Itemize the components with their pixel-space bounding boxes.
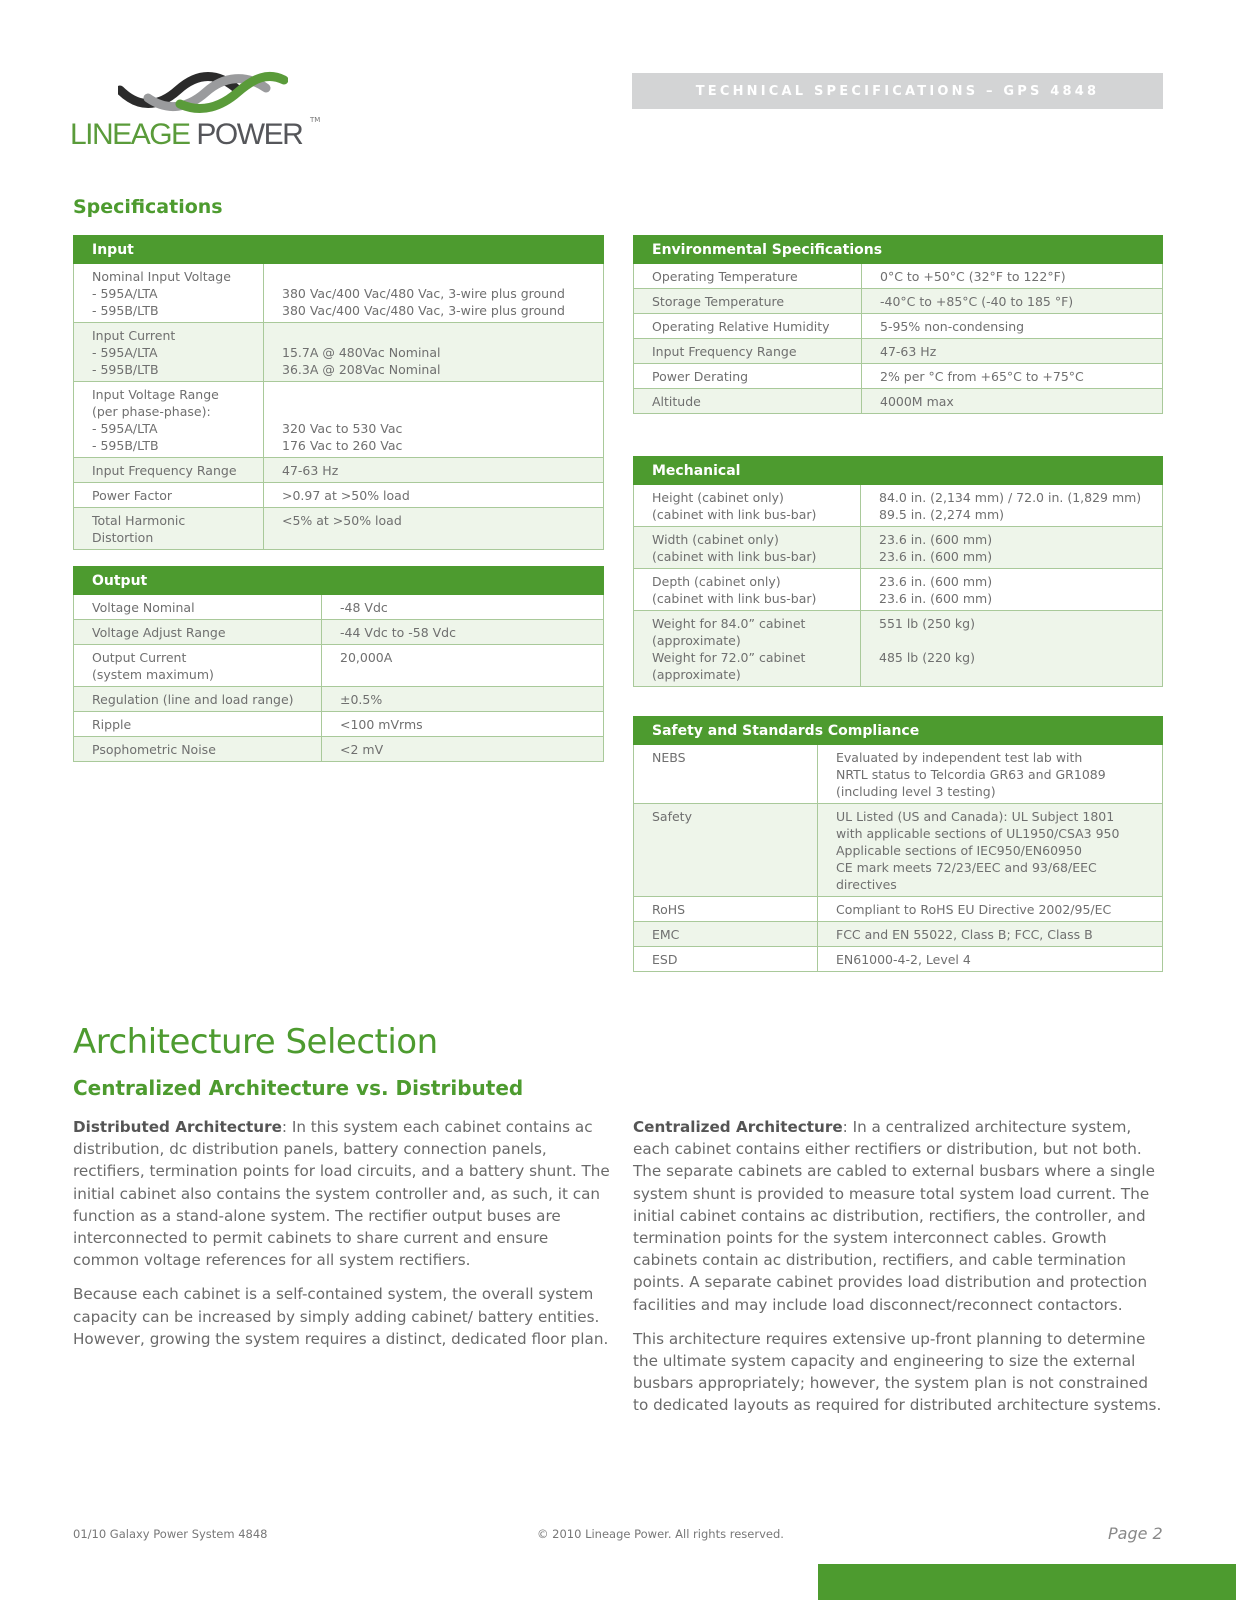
spec-label-cell: Input Frequency Range xyxy=(74,458,264,483)
spec-value-cell: Compliant to RoHS EU Directive 2002/95/EC xyxy=(818,897,1163,922)
spec-label-cell: Safety xyxy=(634,804,818,897)
lead-term: Centralized Architecture xyxy=(633,1118,843,1136)
spec-label-cell: Psophometric Noise xyxy=(74,737,322,762)
table-row xyxy=(634,745,1163,804)
spec-label-cell: Operating Temperature xyxy=(634,264,862,289)
spec-value-cell: >0.97 at >50% load xyxy=(264,483,604,508)
footer-doc-info: 01/10 Galaxy Power System 4848 xyxy=(73,1527,268,1541)
spec-label-cell: Input Voltage Range (per phase-phase): - 595A/LTA - 595B/LTB xyxy=(74,382,264,458)
logo-wave-icon xyxy=(118,68,288,116)
spec-value-cell: 84.0 in. (2,134 mm) / 72.0 in. (1,829 mm) 89.5 in. (2,274 mm) xyxy=(861,485,1163,527)
logo-trademark: TM xyxy=(310,116,321,124)
spec-value-cell: <5% at >50% load xyxy=(264,508,604,550)
output-spec-table xyxy=(73,566,604,762)
spec-value-cell: ±0.5% xyxy=(322,687,604,712)
spec-value-cell: FCC and EN 55022, Class B; FCC, Class B xyxy=(818,922,1163,947)
spec-value-cell: -48 Vdc xyxy=(322,595,604,620)
spec-label-cell: Input Frequency Range xyxy=(634,339,862,364)
table-title: Safety and Standards Compliance xyxy=(634,717,1163,745)
spec-value-cell: 4000M max xyxy=(862,389,1163,414)
spec-label-cell: Nominal Input Voltage - 595A/LTA - 595B/LTB xyxy=(74,264,264,323)
spec-label-cell: RoHS xyxy=(634,897,818,922)
spec-label-cell: Input Current - 595A/LTA - 595B/LTB xyxy=(74,323,264,382)
footer-page-number: Page 2 xyxy=(1108,1524,1163,1543)
spec-value-cell: 20,000A xyxy=(322,645,604,687)
paragraph-body: : In this system each cabinet contains ac distribution, dc distribution panels, battery connection panels, rectifiers, termination points for load circuits, and a battery shunt. The initial cabinet also contains the system controller and, as such, it can function as a stand-alone system. The rectifier output buses are interconnected to permit cabinets to share current and ensure common voltage references for all system rectifiers. xyxy=(73,1118,610,1270)
spec-value-cell: Evaluated by independent test lab with NRTL status to Telcordia GR63 and GR1089 (including level 3 testing) xyxy=(818,745,1163,804)
table-row xyxy=(634,527,1163,569)
table-row xyxy=(74,508,604,550)
table-row xyxy=(74,737,604,762)
spec-value-cell: 380 Vac/400 Vac/480 Vac, 3-wire plus ground 380 Vac/400 Vac/480 Vac, 3-wire plus ground xyxy=(264,264,604,323)
table-row xyxy=(74,323,604,382)
environmental-spec-table xyxy=(633,235,1163,414)
table-row xyxy=(634,314,1163,339)
spec-value-cell: -40°C to +85°C (-40 to 185 °F) xyxy=(862,289,1163,314)
spec-value-cell: 47-63 Hz xyxy=(862,339,1163,364)
table-row xyxy=(634,289,1163,314)
logo-wordmark: LINEAGE POWER xyxy=(70,118,303,151)
table-row xyxy=(74,687,604,712)
table-row xyxy=(634,485,1163,527)
footer-copyright: © 2010 Lineage Power. All rights reserved. xyxy=(537,1527,784,1541)
spec-value-cell: 551 lb (250 kg) 485 lb (220 kg) xyxy=(861,611,1163,687)
spec-value-cell: EN61000-4-2, Level 4 xyxy=(818,947,1163,972)
spec-value-cell: 23.6 in. (600 mm) 23.6 in. (600 mm) xyxy=(861,569,1163,611)
table-title: Environmental Specifications xyxy=(634,236,1163,264)
spec-label-cell: Width (cabinet only) (cabinet with link bus-bar) xyxy=(634,527,861,569)
architecture-heading: Architecture Selection xyxy=(73,1022,438,1062)
mechanical-spec-table xyxy=(633,456,1163,687)
spec-label-cell: Weight for 84.0” cabinet (approximate) Weight for 72.0” cabinet (approximate) xyxy=(634,611,861,687)
spec-label-cell: Output Current (system maximum) xyxy=(74,645,322,687)
paragraph xyxy=(73,1116,613,1271)
spec-label-cell: ESD xyxy=(634,947,818,972)
spec-label-cell: Power Derating xyxy=(634,364,862,389)
spec-value-cell: <100 mVrms xyxy=(322,712,604,737)
spec-label-cell: Regulation (line and load range) xyxy=(74,687,322,712)
spec-label-cell: EMC xyxy=(634,922,818,947)
table-row xyxy=(634,922,1163,947)
table-row xyxy=(74,595,604,620)
table-row xyxy=(74,264,604,323)
spec-label-cell: Ripple xyxy=(74,712,322,737)
distributed-column xyxy=(73,1116,613,1362)
table-title: Input xyxy=(74,236,604,264)
spec-label-cell: Altitude xyxy=(634,389,862,414)
spec-value-cell: <2 mV xyxy=(322,737,604,762)
spec-value-cell: 320 Vac to 530 Vac 176 Vac to 260 Vac xyxy=(264,382,604,458)
spec-value-cell: 0°C to +50°C (32°F to 122°F) xyxy=(862,264,1163,289)
spec-value-cell: 5-95% non-condensing xyxy=(862,314,1163,339)
paragraph: Because each cabinet is a self-contained system, the overall system capacity can be increased by simply adding cabinet/ battery entities. However, growing the system requires a distinct, dedicated floor plan. xyxy=(73,1285,609,1348)
spec-value-cell: 2% per °C from +65°C to +75°C xyxy=(862,364,1163,389)
spec-label-cell: Total Harmonic Distortion xyxy=(74,508,264,550)
table-row xyxy=(634,389,1163,414)
table-row xyxy=(634,569,1163,611)
table-row xyxy=(634,339,1163,364)
spec-value-cell: UL Listed (US and Canada): UL Subject 1801 with applicable sections of UL1950/CSA3 950 Applicable sections of IEC950/EN60950 CE mark meets 72/23/EEC and 93/68/EEC directives xyxy=(818,804,1163,897)
spec-label-cell: Depth (cabinet only) (cabinet with link bus-bar) xyxy=(634,569,861,611)
input-spec-table xyxy=(73,235,604,550)
table-title: Mechanical xyxy=(634,457,1163,485)
paragraph: This architecture requires extensive up-front planning to determine the ultimate system capacity and engineering to size the external busbars appropriately; however, the system plan is not constrained to dedicated layouts as required for distributed architecture systems. xyxy=(633,1329,1162,1415)
table-row xyxy=(634,804,1163,897)
table-row xyxy=(74,645,604,687)
spec-label-cell: Power Factor xyxy=(74,483,264,508)
spec-value-cell: 47-63 Hz xyxy=(264,458,604,483)
centralized-column xyxy=(633,1116,1168,1429)
table-row xyxy=(74,382,604,458)
architecture-subheading: Centralized Architecture vs. Distributed xyxy=(73,1076,524,1100)
spec-label-cell: Voltage Nominal xyxy=(74,595,322,620)
footer-accent-bar xyxy=(818,1564,1236,1600)
spec-label-cell: Operating Relative Humidity xyxy=(634,314,862,339)
table-row xyxy=(634,611,1163,687)
table-row xyxy=(634,364,1163,389)
specifications-heading: Specifications xyxy=(73,196,223,218)
spec-label-cell: Storage Temperature xyxy=(634,289,862,314)
document-header-bar xyxy=(632,73,1163,109)
spec-label-cell: Voltage Adjust Range xyxy=(74,620,322,645)
header-label: TECHNICAL SPECIFICATIONS – GPS 4848 xyxy=(695,83,1100,99)
spec-value-cell: 15.7A @ 480Vac Nominal 36.3A @ 208Vac Nominal xyxy=(264,323,604,382)
safety-compliance-table xyxy=(633,716,1163,972)
table-row xyxy=(74,620,604,645)
lead-term: Distributed Architecture xyxy=(73,1118,282,1136)
spec-label-cell: NEBS xyxy=(634,745,818,804)
spec-value-cell: -44 Vdc to -58 Vdc xyxy=(322,620,604,645)
company-logo xyxy=(70,68,330,158)
table-row xyxy=(74,483,604,508)
table-row xyxy=(74,458,604,483)
table-row xyxy=(634,264,1163,289)
table-row xyxy=(634,897,1163,922)
spec-value-cell: 23.6 in. (600 mm) 23.6 in. (600 mm) xyxy=(861,527,1163,569)
paragraph-body: : In a centralized architecture system, each cabinet contains either rectifiers or distribution, but not both. The separate cabinets are cabled to external busbars where a single system shunt is provided to measure total system load current. The initial cabinet contains ac distribution, rectifiers, the controller, and termination points for the system interconnect cables. Growth cabinets contain ac distribution, rectifiers, and cable termination points. A separate cabinet provides load distribution and protection facilities and may include load disconnect/reconnect contactors. xyxy=(633,1118,1155,1314)
paragraph xyxy=(633,1116,1168,1316)
table-row xyxy=(634,947,1163,972)
table-title: Output xyxy=(74,567,604,595)
table-row xyxy=(74,712,604,737)
spec-label-cell: Height (cabinet only) (cabinet with link bus-bar) xyxy=(634,485,861,527)
